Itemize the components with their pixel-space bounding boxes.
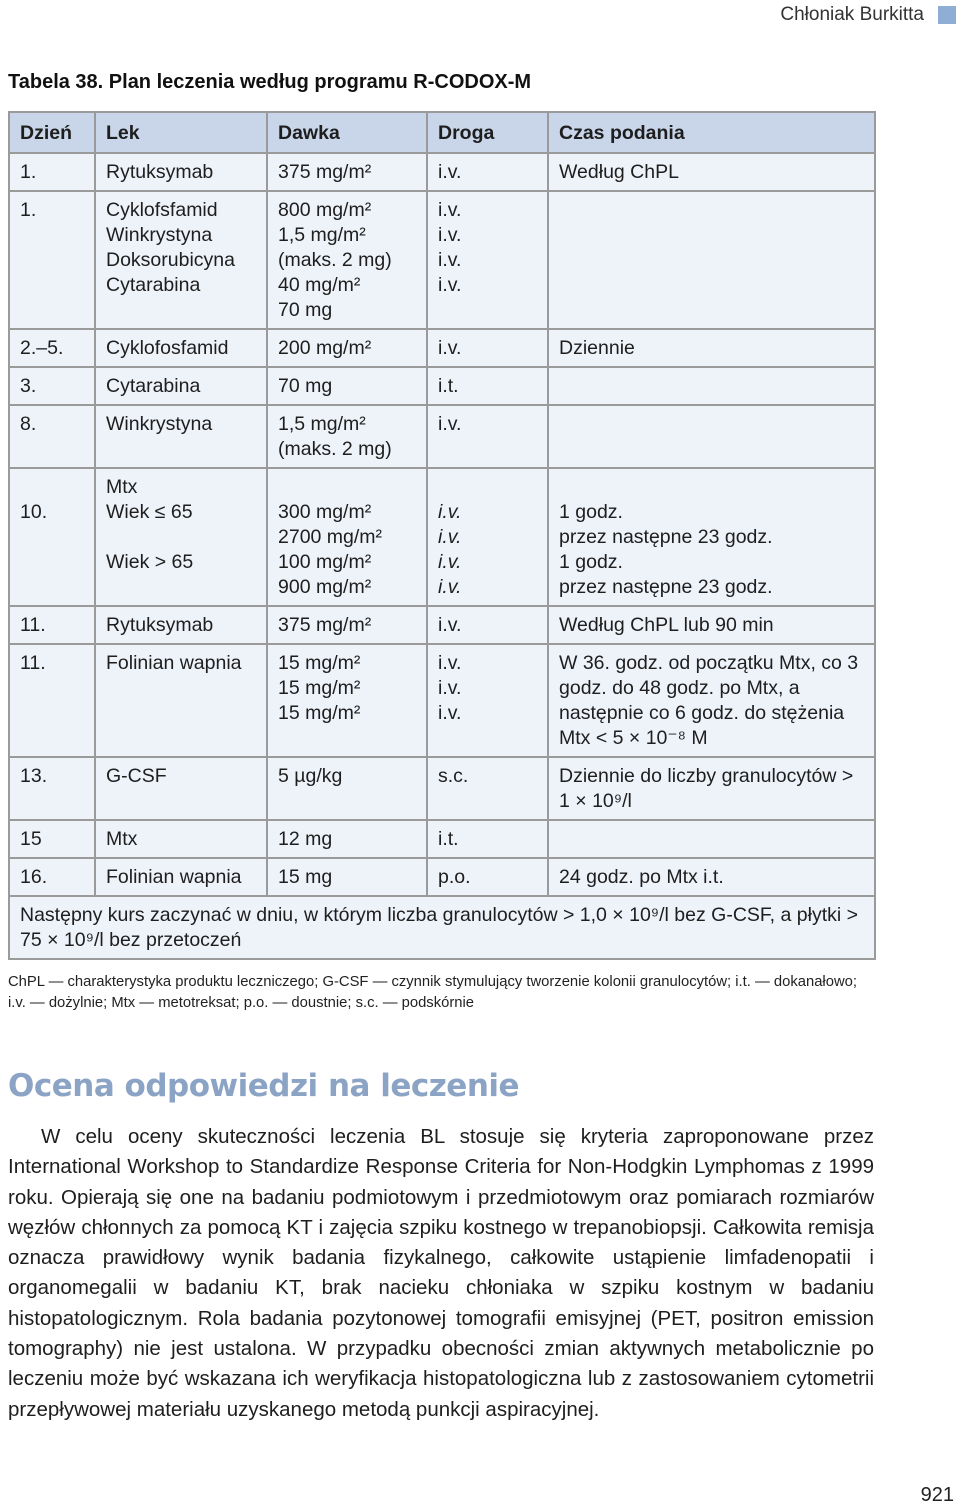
header-route: Droga: [427, 112, 548, 153]
cell-line: Mtx: [106, 476, 138, 498]
cell-drug: [95, 329, 267, 367]
cell-spacer: [438, 475, 539, 500]
cell-time: [548, 367, 875, 405]
cell-day: [9, 858, 95, 896]
cell-line: 11.: [20, 652, 46, 674]
cell-time: [548, 644, 875, 757]
cell-route: [427, 644, 548, 757]
cell-route: [427, 757, 548, 820]
cell-day: [9, 644, 95, 757]
cell-line: Dziennie: [559, 337, 635, 359]
cell-spacer: [106, 525, 258, 550]
table-row: [9, 405, 875, 468]
cell-line: Według ChPL lub 90 min: [559, 614, 774, 636]
cell-line: 16.: [20, 866, 48, 888]
cell-drug: [95, 153, 267, 191]
cell-line: 1 godz.: [559, 501, 623, 523]
cell-drug: [95, 820, 267, 858]
cell-line: i.v.: [438, 576, 462, 598]
cell-line: 800 mg/m²: [278, 199, 372, 221]
cell-time: [548, 329, 875, 367]
cell-line: Wiek ≤ 65: [106, 501, 193, 523]
cell-dose: [267, 468, 427, 606]
cell-line: 3.: [20, 375, 37, 397]
cell-spacer: [278, 475, 418, 500]
cell-day: [9, 757, 95, 820]
cell-line: (maks. 2 mg): [278, 438, 392, 460]
cell-line: i.v.: [438, 413, 462, 435]
cell-line: 1,5 mg/m²: [278, 224, 366, 246]
table-row: [9, 153, 875, 191]
cell-day: [9, 468, 95, 606]
cell-line: i.t.: [438, 828, 459, 850]
cell-line: Mtx: [106, 828, 138, 850]
cell-line: i.v.: [438, 224, 462, 246]
cell-time: [548, 468, 875, 606]
section-marker-square-icon: [938, 6, 956, 24]
cell-line: i.v.: [438, 501, 462, 523]
cell-line: i.v.: [438, 274, 462, 296]
cell-line: i.v.: [438, 526, 462, 548]
cell-line: Dziennie do liczby granulocytów > 1 × 10⁹/l: [559, 765, 854, 812]
cell-time: [548, 820, 875, 858]
cell-line: 70 mg: [278, 375, 333, 397]
cell-drug: [95, 644, 267, 757]
table-row: [9, 820, 875, 858]
cell-day: [9, 606, 95, 644]
cell-time: [548, 757, 875, 820]
cell-day: [9, 367, 95, 405]
table-row: [9, 367, 875, 405]
cell-drug: [95, 367, 267, 405]
cell-day: [9, 405, 95, 468]
header-time: Czas podania: [548, 112, 875, 153]
table-caption: Tabela 38. Plan leczenia według programu R-CODOX-M: [8, 71, 532, 93]
cell-line: 15 mg/m²: [278, 652, 361, 674]
table-row: [9, 191, 875, 329]
cell-line: 5 µg/kg: [278, 765, 343, 787]
cell-route: [427, 367, 548, 405]
cell-line: i.v.: [438, 249, 462, 271]
cell-line: Cytarabina: [106, 375, 201, 397]
cell-dose: [267, 191, 427, 329]
cell-line: Wiek > 65: [106, 551, 194, 573]
cell-drug: [95, 468, 267, 606]
cell-route: [427, 191, 548, 329]
cell-line: p.o.: [438, 866, 471, 888]
table-row: [9, 606, 875, 644]
cell-time: [548, 405, 875, 468]
cell-line: Rytuksymab: [106, 161, 214, 183]
cell-line: 12 mg: [278, 828, 333, 850]
cell-line: 1,5 mg/m²: [278, 413, 366, 435]
table-header-row: [9, 112, 875, 153]
header-drug: Lek: [95, 112, 267, 153]
cell-spacer: [20, 475, 86, 500]
cell-line: G-CSF: [106, 765, 167, 787]
cell-line: i.v.: [438, 161, 462, 183]
cell-line: Rytuksymab: [106, 614, 214, 636]
cell-drug: [95, 757, 267, 820]
cell-line: 15 mg/m²: [278, 677, 361, 699]
cell-dose: [267, 606, 427, 644]
cell-line: i.v.: [438, 702, 462, 724]
cell-line: 300 mg/m²: [278, 501, 372, 523]
cell-dose: [267, 153, 427, 191]
cell-line: Winkrystyna: [106, 224, 213, 246]
cell-line: Doksorubicyna: [106, 249, 235, 271]
cell-line: 24 godz. po Mtx i.t.: [559, 866, 724, 888]
cell-line: 11.: [20, 614, 46, 636]
cell-line: i.v.: [438, 551, 462, 573]
treatment-plan-table: [8, 111, 876, 960]
cell-line: 15 mg/m²: [278, 702, 361, 724]
cell-dose: [267, 329, 427, 367]
running-head-title: Chłoniak Burkitta: [780, 4, 924, 25]
section-heading: Ocena odpowiedzi na leczenie: [8, 1068, 520, 1104]
cell-line: 1 godz.: [559, 551, 623, 573]
cell-day: [9, 820, 95, 858]
cell-route: [427, 858, 548, 896]
cell-line: 2.–5.: [20, 337, 64, 359]
cell-line: Folinian wapnia: [106, 652, 242, 674]
cell-line: 40 mg/m²: [278, 274, 361, 296]
table-row: [9, 329, 875, 367]
header-day: Dzień: [9, 112, 95, 153]
cell-line: (maks. 2 mg): [278, 249, 392, 271]
body-paragraph: W celu oceny skuteczności leczenia BL stosuje się kryteria zaproponowane przez International Workshop to Standardize Response Criteria for Non-Hodgkin Lymphomas z 1999 roku. Opierają się one na badaniu podmiotowym i przedmiotowym oraz pomiarach rozmiarów węzłów chłonnych za pomocą KT i zajęcia szpiku kostnego w trepanobiopsji. Całkowita remisja oznacza prawidłowy wynik badania fizykalnego, całkowite ustąpienie limfadenopatii i organomegalii w badaniu KT, brak nacieku chłoniaka w szpiku kostnym w badaniu histopatologicznym. Rola badania pozytonowej tomografii emisyjnej (PET, positron emission tomography) nie jest ustalona. W przypadku obecności zmian aktywnych metabolicznie po leczeniu może być wskazana ich weryfikacja histopatologiczna lub z zastosowaniem cytometrii przepływowej materiału uzyskanego metodą punkcji aspiracyjnej.: [8, 1125, 874, 1421]
cell-line: Cyklofosfamid: [106, 337, 229, 359]
table-note-row: [9, 896, 875, 959]
cell-spacer: [559, 475, 866, 500]
cell-day: [9, 191, 95, 329]
cell-line: i.v.: [438, 614, 462, 636]
cell-route: [427, 405, 548, 468]
cell-line: Według ChPL: [559, 161, 679, 183]
cell-time: [548, 606, 875, 644]
cell-line: s.c.: [438, 765, 469, 787]
cell-line: 1.: [20, 161, 37, 183]
cell-line: 375 mg/m²: [278, 161, 372, 183]
cell-day: [9, 153, 95, 191]
cell-dose: [267, 367, 427, 405]
page-number: 921: [920, 1484, 954, 1506]
cell-route: [427, 468, 548, 606]
cell-line: i.t.: [438, 375, 459, 397]
cell-line: przez następne 23 godz.: [559, 576, 773, 598]
cell-route: [427, 329, 548, 367]
cell-line: 15: [20, 828, 42, 850]
cell-line: 375 mg/m²: [278, 614, 372, 636]
cell-line: 70 mg: [278, 299, 333, 321]
cell-drug: [95, 405, 267, 468]
cell-drug: [95, 606, 267, 644]
cell-route: [427, 606, 548, 644]
cell-line: 15 mg: [278, 866, 333, 888]
cell-line: Winkrystyna: [106, 413, 213, 435]
cell-line: 13.: [20, 765, 48, 787]
cell-line: Cyklofsfamid: [106, 199, 218, 221]
cell-line: 200 mg/m²: [278, 337, 372, 359]
cell-dose: [267, 405, 427, 468]
cell-dose: [267, 858, 427, 896]
running-head: [780, 4, 956, 26]
cell-line: 2700 mg/m²: [278, 526, 383, 548]
cell-line: 10.: [20, 501, 48, 523]
header-dose: Dawka: [267, 112, 427, 153]
cell-time: [548, 858, 875, 896]
cell-line: 100 mg/m²: [278, 551, 372, 573]
table-note: Następny kurs zaczynać w dniu, w którym liczba granulocytów > 1,0 × 10⁹/l bez G-CSF, a płytki > 75 × 10⁹/l bez przetoczeń: [9, 896, 875, 959]
cell-line: i.v.: [438, 677, 462, 699]
table-row: [9, 757, 875, 820]
cell-time: [548, 191, 875, 329]
cell-time: [548, 153, 875, 191]
cell-dose: [267, 757, 427, 820]
table-row: [9, 468, 875, 606]
table-footnote: ChPL — charakterystyka produktu leczniczego; G-CSF — czynnik stymulujący tworzenie kolonii granulocytów; i.t. — dokanałowo; i.v. — dożylnie; Mtx — metotreksat; p.o. — doustnie; s.c. — podskórnie: [8, 974, 857, 1011]
cell-dose: [267, 820, 427, 858]
table-row: [9, 644, 875, 757]
cell-drug: [95, 191, 267, 329]
cell-route: [427, 153, 548, 191]
cell-line: 1.: [20, 199, 37, 221]
cell-route: [427, 820, 548, 858]
cell-line: i.v.: [438, 199, 462, 221]
cell-drug: [95, 858, 267, 896]
cell-line: i.v.: [438, 337, 462, 359]
cell-line: i.v.: [438, 652, 462, 674]
table-row: [9, 858, 875, 896]
cell-line: przez następne 23 godz.: [559, 526, 773, 548]
cell-line: W 36. godz. od początku Mtx, co 3 godz. do 48 godz. po Mtx, a następnie co 6 godz. do stężenia Mtx < 5 × 10⁻⁸ M: [559, 652, 859, 749]
cell-line: Folinian wapnia: [106, 866, 242, 888]
cell-day: [9, 329, 95, 367]
cell-line: 900 mg/m²: [278, 576, 372, 598]
cell-line: 8.: [20, 413, 37, 435]
cell-dose: [267, 644, 427, 757]
cell-line: Cytarabina: [106, 274, 201, 296]
